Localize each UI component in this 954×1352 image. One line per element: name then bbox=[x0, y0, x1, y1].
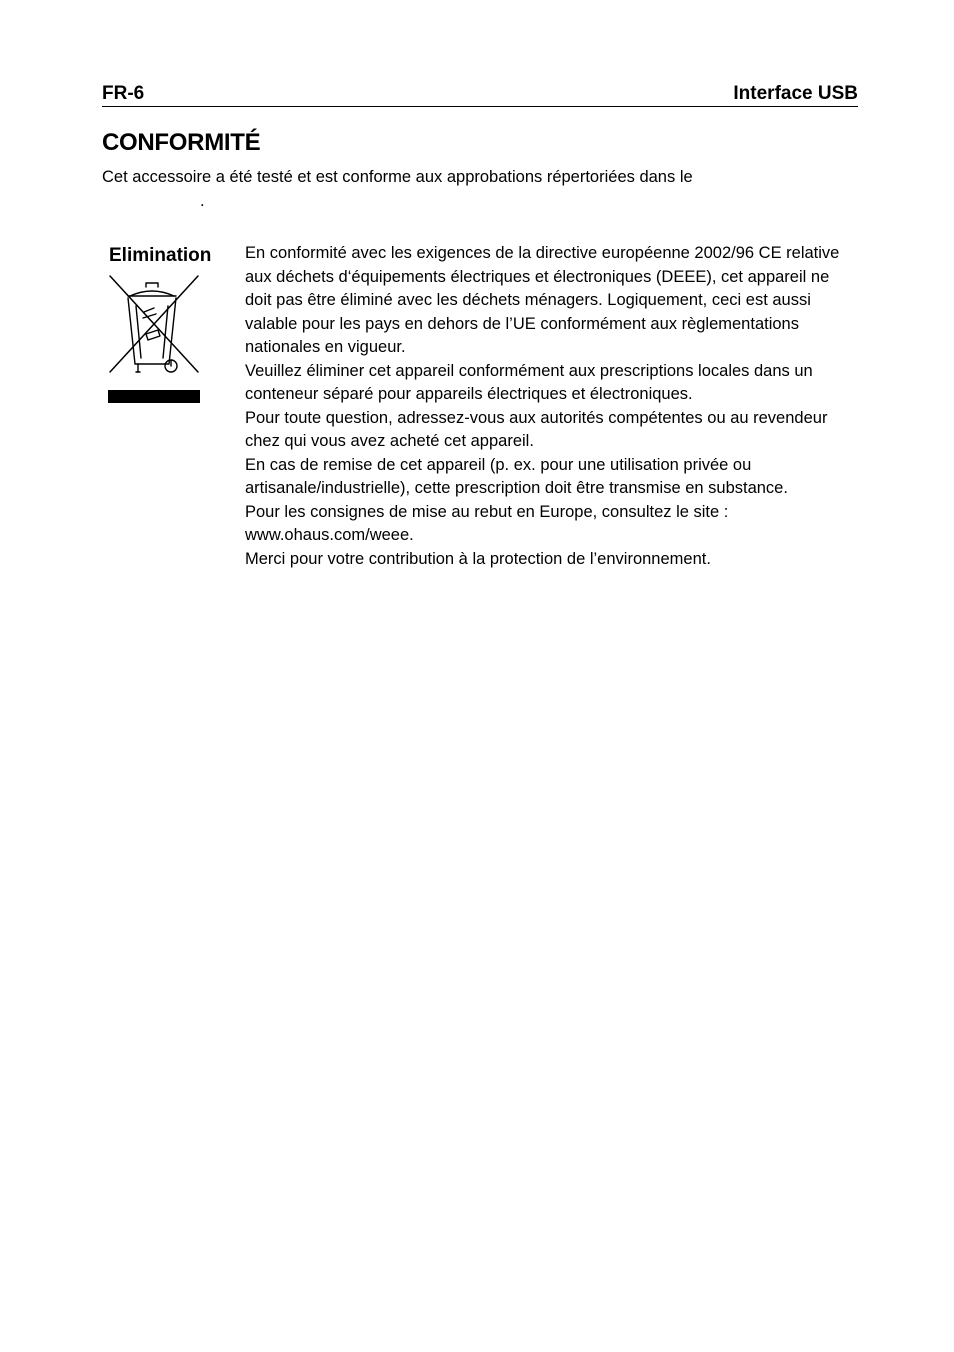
crossed-out-wheelie-bin-icon bbox=[108, 272, 200, 404]
elimination-paragraph: En conformité avec les exigences de la directive européenne 2002/96 CE relative aux déchets d‘équipements électriques et électroniques (DEEE), cet appareil ne doit pas être éliminé avec les déchets ménagers. Logiquement, ceci est aussi valable pour les pays en dehors de l’UE conformément aux règlementations nationales en vigueur. bbox=[245, 244, 840, 356]
elimination-paragraph: Pour toute question, adressez-vous aux autorités compétentes ou au revendeur chez qui vous avez acheté cet appareil. bbox=[245, 408, 828, 450]
elimination-text bbox=[245, 242, 860, 571]
elimination-paragraph: En cas de remise de cet appareil (p. ex. pour une utilisation privée ou artisanale/industrielle), cette prescription doit être transmise en substance. bbox=[245, 455, 788, 497]
intro-period: . bbox=[200, 192, 205, 210]
elimination-paragraph: Pour les consignes de mise au rebut en Europe, consultez le site : www.ohaus.com/weee. bbox=[245, 502, 729, 544]
section-title: CONFORMITÉ bbox=[102, 129, 261, 156]
elimination-paragraph: Merci pour votre contribution à la protection de l’environnement. bbox=[245, 549, 711, 568]
page-header bbox=[102, 82, 858, 107]
intro-text: Cet accessoire a été testé et est conforme aux approbations répertoriées dans le bbox=[102, 168, 693, 186]
page-number: FR-6 bbox=[102, 83, 145, 104]
elimination-paragraph: Veuillez éliminer cet appareil conformément aux prescriptions locales dans un conteneur séparé pour appareils électriques et électroniques. bbox=[245, 361, 813, 403]
document-title: Interface USB bbox=[733, 83, 858, 104]
elimination-label: Elimination bbox=[109, 245, 212, 266]
